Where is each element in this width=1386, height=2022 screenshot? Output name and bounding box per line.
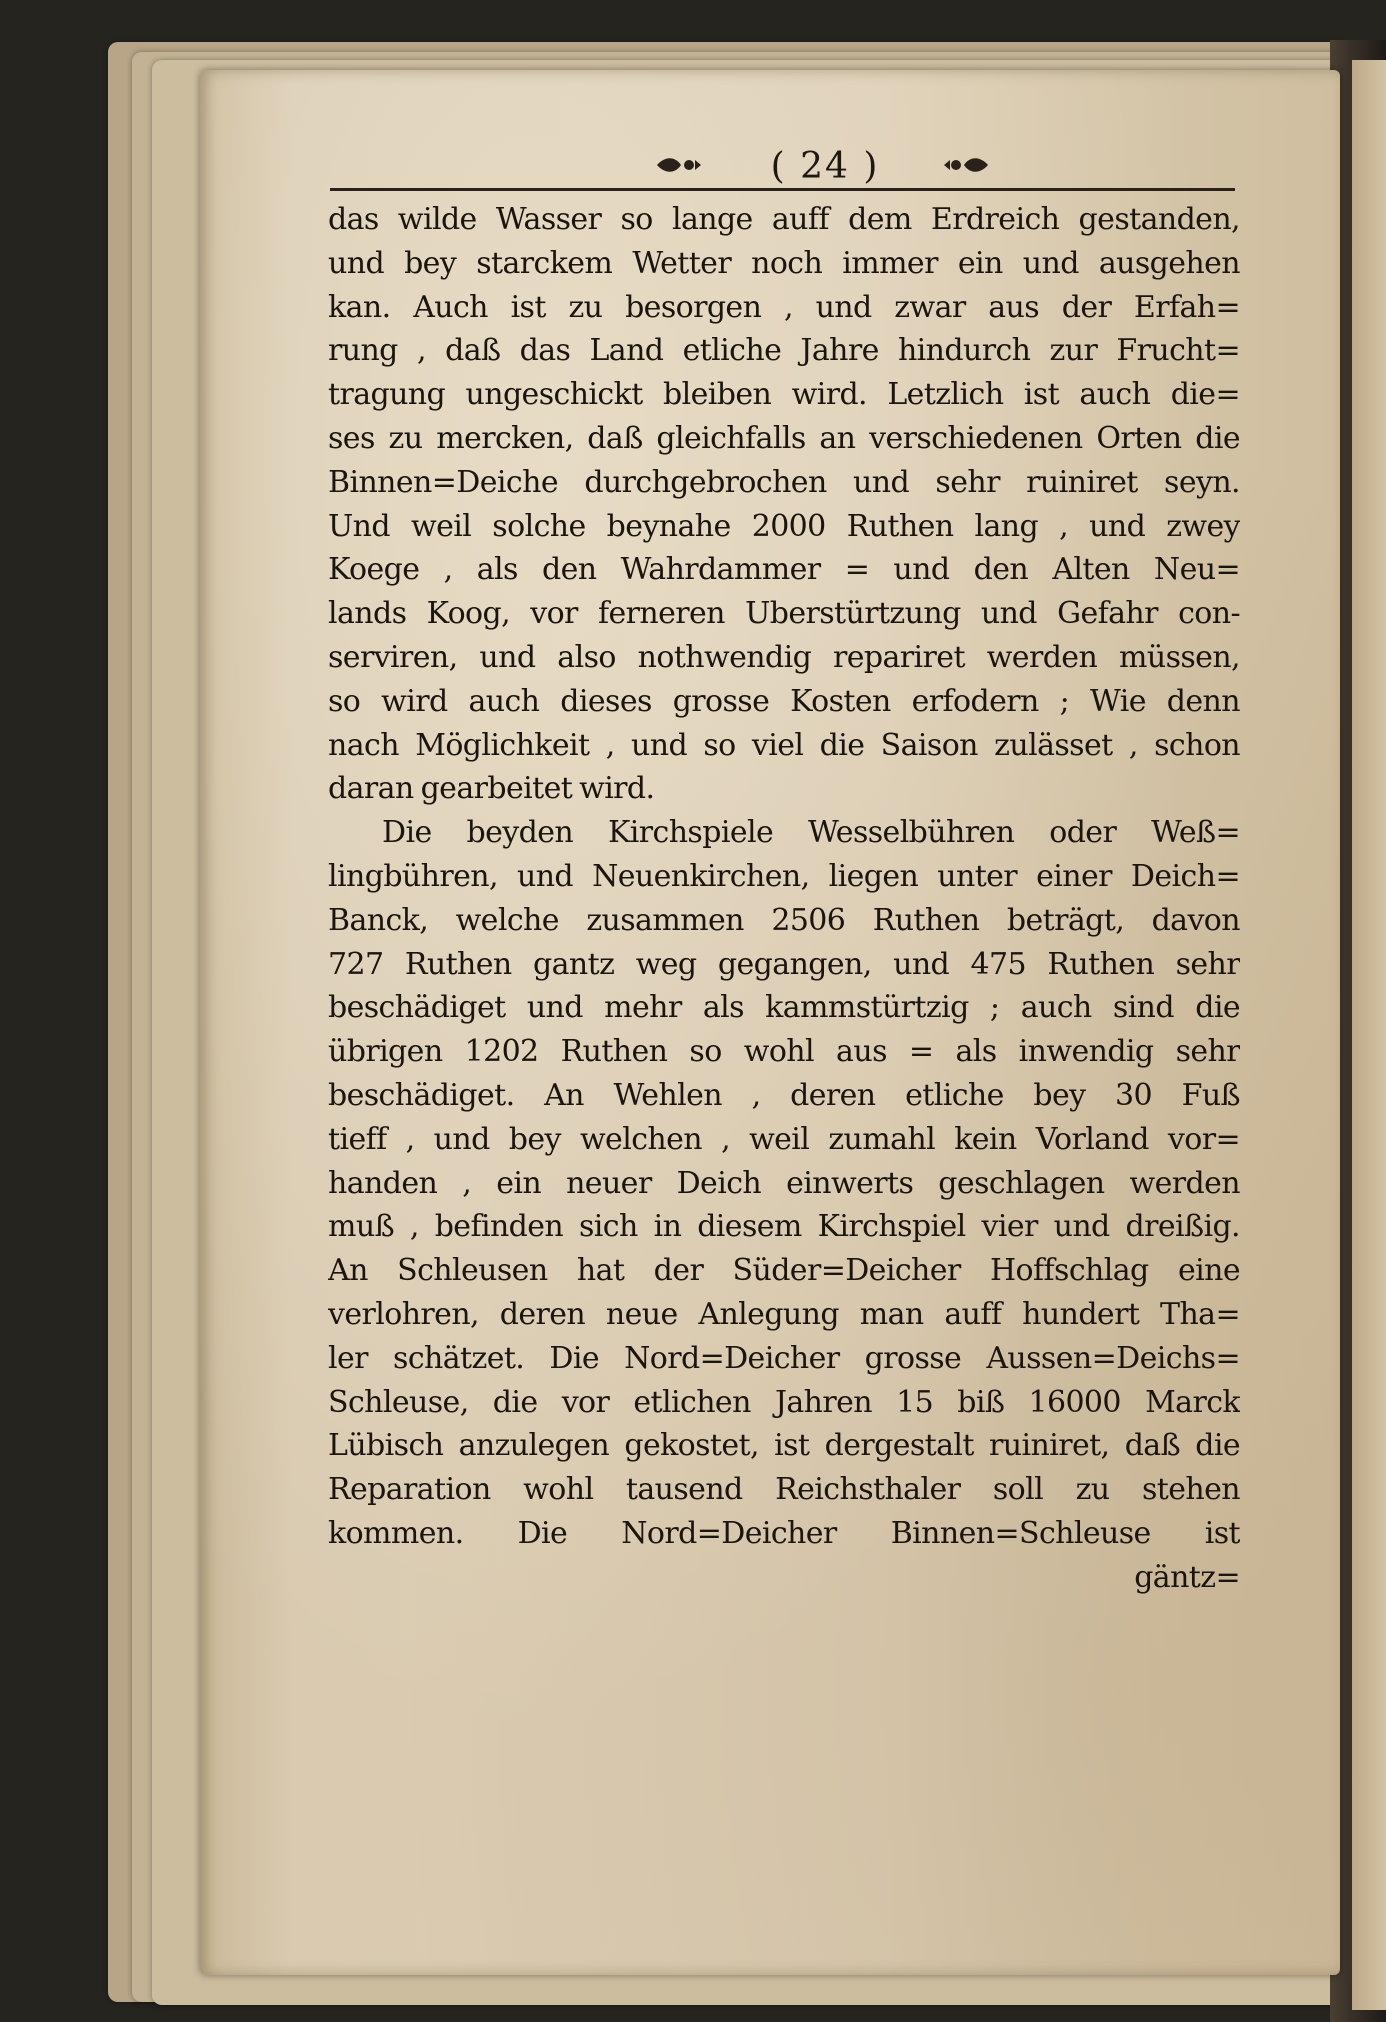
book-page	[200, 70, 1340, 1975]
text-line: serviren, und also nothwendig repariret werden müssen,	[328, 639, 1240, 675]
page-header	[200, 146, 1340, 194]
page-number: ( 24 )	[770, 146, 880, 187]
text-line: Und weil solche beynahe 2000 Ruthen lang , und zwey	[328, 508, 1240, 544]
page-text	[328, 198, 1240, 1600]
text-line: Schleuse, die vor etlichen Jahren 15 biß 16000 Marck	[328, 1384, 1240, 1420]
text-line: rung , daß das Land etliche Jahre hindurch zur Frucht=	[328, 333, 1240, 369]
text-line: ler schätzet. Die Nord=Deicher grosse Aussen=Deichs=	[328, 1340, 1240, 1376]
text-line: 727 Ruthen gantz weg gegangen, und 475 Ruthen sehr	[328, 946, 1240, 982]
text-line: Die beyden Kirchspiele Wesselbühren oder Weß=	[382, 815, 1240, 851]
text-line: beschädiget. An Wehlen , deren etliche bey 30 Fuß	[328, 1077, 1240, 1113]
text-line: Binnen=Deiche durchgebrochen und sehr ruiniret seyn.	[328, 464, 1240, 500]
text-line: so wird auch dieses grosse Kosten erfodern ; Wie denn	[328, 683, 1240, 719]
text-line: daran gearbeitet wird.	[328, 771, 655, 807]
right-ornament-icon	[942, 154, 990, 176]
header-rule	[330, 188, 1235, 191]
text-line: übrigen 1202 Ruthen so wohl aus = als inwendig sehr	[328, 1034, 1240, 1070]
text-line: und bey starckem Wetter noch immer ein und ausgehen	[328, 245, 1240, 281]
text-line: Lübisch anzulegen gekostet, ist dergestalt ruiniret, daß die	[328, 1428, 1240, 1464]
text-line: Banck, welche zusammen 2506 Ruthen beträgt, davon	[328, 902, 1240, 938]
facing-page-edge	[1352, 60, 1386, 2010]
text-line: kommen. Die Nord=Deicher Binnen=Schleuse ist	[328, 1515, 1240, 1551]
text-line: An Schleusen hat der Süder=Deicher Hoffschlag eine	[328, 1253, 1240, 1289]
text-line: Koege , als den Wahrdammer = und den Alten Neu=	[328, 552, 1240, 588]
text-line: beschädiget und mehr als kammstürtzig ; auch sind die	[328, 990, 1240, 1026]
text-line: tieff , und bey welchen , weil zumahl kein Vorland vor=	[328, 1121, 1240, 1157]
catchword: gäntz=	[1134, 1559, 1240, 1595]
text-line: ses zu mercken, daß gleichfalls an verschiedenen Orten die	[328, 420, 1240, 456]
text-line: handen , ein neuer Deich einwerts geschlagen werden	[328, 1165, 1240, 1201]
text-line: tragung ungeschickt bleiben wird. Letzlich ist auch die=	[328, 377, 1240, 413]
left-ornament-icon	[655, 154, 703, 176]
text-line: muß , befinden sich in diesem Kirchspiel vier und dreißig.	[328, 1209, 1240, 1245]
text-line: kan. Auch ist zu besorgen , und zwar aus der Erfah=	[328, 289, 1240, 325]
text-line: Reparation wohl tausend Reichsthaler soll zu stehen	[328, 1472, 1240, 1508]
text-line: das wilde Wasser so lange auff dem Erdreich gestanden,	[328, 202, 1240, 237]
text-line: lingbühren, und Neuenkirchen, liegen unter einer Deich=	[328, 858, 1240, 894]
text-line: nach Möglichkeit , und so viel die Saison zulässet , schon	[328, 727, 1240, 763]
text-line: lands Koog, vor ferneren Uberstürtzung und Gefahr con-	[328, 596, 1240, 632]
text-line: verlohren, deren neue Anlegung man auff hundert Tha=	[328, 1296, 1240, 1332]
